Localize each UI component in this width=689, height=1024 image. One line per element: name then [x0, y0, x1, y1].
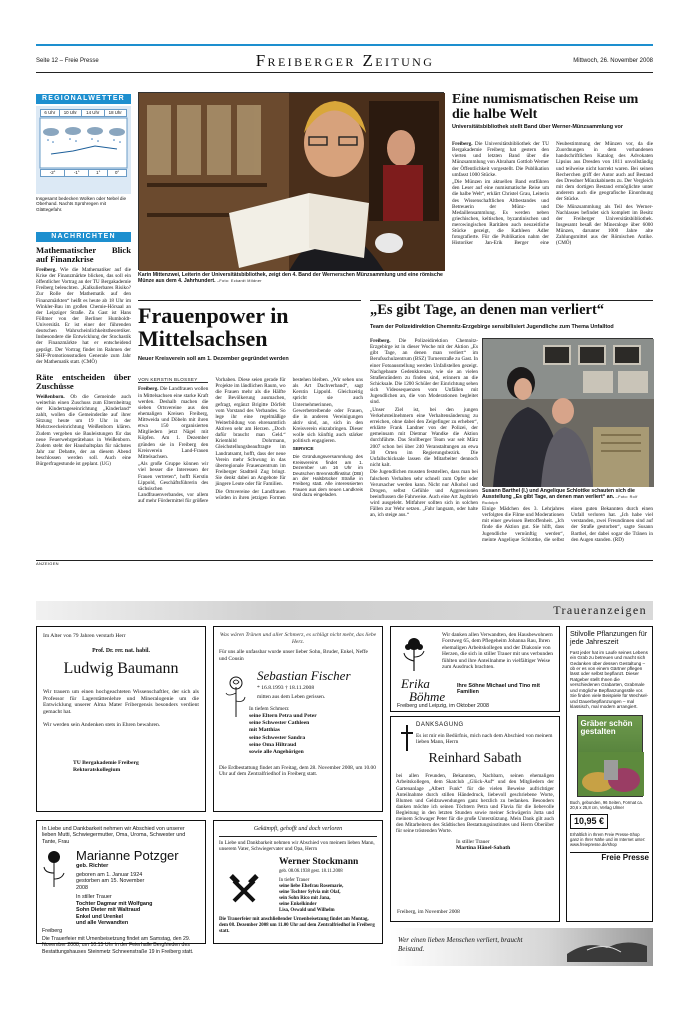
story1-title: Eine numismatischen Reise um die halbe Welt [452, 92, 639, 123]
story2-place: Freiberg. [138, 386, 159, 393]
story2-rule [138, 300, 361, 301]
story2-service-text: Die Gründungsversammlung des Kreisvereins findet am 1. Dezember um 16 Uhr im Deutschen Brennstoffinstitut (DBI) an der Halsbrücker Straße in Freiberg statt. Alle interessierten Frauen aus dem neuen Landkreis sind dazu eingeladen. [292, 454, 363, 498]
story2-paragraph: „Als große Gruppe können wir viel besser die Interessen der Frauen vertreten“, hofft Kerstin Lippold, Geschäftsführerin des sächsischen Landfrauenverbandes, vor allem auf mehr Fördermittel für größere Vorhaben. Diese seien gerade für Projekte im ländlichen Raum, wo die Frauen mehr als die Hälfte der Bevölkerung ausmachen, gefragt, ergänzt Brigitte Dörfelt vom Vorstand des Verbandes. So lege ihr eine regelmäßige Weiterbildung von ehrenamtlich Aktiven sehr am Herzen. „Doch dafür braucht man Geld.“ Kriemhild Dohrmann, Gleichstellungsbeauftragte im Landratsamt, hofft, dass der neue Verein mehr Schwung in das überregionale Frauenzentrum im Freiberger Stadtteil Zug bringt. Sie denkt dabei an Angebote für jüngere Leute oder für Familien. [138, 377, 286, 505]
potzger-place: Freiberg [42, 927, 63, 934]
story3-rule [370, 300, 653, 301]
story1-subtitle: Universitätsbibliothek stellt Band über Werner-Münzsammlung vor [452, 124, 623, 130]
stockmann-funeral: Die Trauerfeier mit anschließender Urnenbeisetzung findet am Montag, dem 08. Dezember 2008 um 11.00 Uhr auf dem Zentralfriedhof in Freiberg statt. [219, 917, 375, 935]
story2-paragraph: Die Landfrauen wollen in Mittelsachsen eine starke Kraft werden. Deshalb machen die sieben Ortsvereine aus den ehemaligen Kreisen Freiberg, Mittweida und Döbeln mit ihren etwa 150 organisierten Mitgliedern jetzt Nägel mit Köpfen. Am 1. Dezember gründen sie in Freiberg den Kreisverein Land-Frauen Mittelsachsen. [138, 386, 209, 460]
rose-icon [224, 673, 248, 717]
news-item-text: Wie die Mathematiker auf die Krise der Finanzmärkte blicken, das soll ein öffentlicher Vortrag an der TU Bergakademie Freiberg beleuchten. „Kalkulierbares Risiko? Zur Rolle der Mathematik auf den Finanzmärkten“ heißt es heute ab 18 Uhr im Winkler-Bau im großen Chemie-Hörsaal an der Leipziger Straße. Zu Gast ist Hans Föllmer von der Berliner Humboldt-Universität. Er ist einer der führenden deutschen Wahrscheinlichkeitstheoretiker. Insbesondere die Entwicklung der Stochastik der Finanzmärkte hat er entscheidend geprägt. Der Vortrag findet im Rahmen der SHF-Promotionsstudien Generale zum Jahr der Mathematik statt. (CMÖ) [36, 266, 132, 365]
story3-body-left [370, 338, 478, 530]
baumann-intro: Im Alter von 79 Jahren verstarb Herr [43, 633, 126, 639]
boehme-footer: Freiberg und Leipzig, im Oktober 2008 [397, 703, 489, 709]
news-column [36, 246, 131, 469]
story2-service-heading: SERVICE [292, 447, 314, 453]
news-heading: NACHRICHTEN [36, 232, 131, 242]
story2-byline: VON KERSTIN BLOSSEY [138, 377, 208, 383]
boehme-name: Erika Böhme [401, 676, 446, 704]
flower-icon [401, 635, 427, 671]
news-item-text: Ob die Gemeinde auch weiterhin einen Zuschuss zum Elternbeitrag der Kindertageseinrichtung „Kinderland“ zahlt, wollen die Gemeinderäte auf ihrer Sitzung heute um 19 Uhr in der Mehrzweckeinrichtung Weißenborn klären. Zudem vergeben sie Bauleistungen für das neue Feuerwehrgerätehaus in Weißenborn. Zudem steht der Haushaltsplan für nächstes Jahr zur Debatte, der an diesem Abend beschlossen werden soll. Auch eine Bürgerfragestunde ist geplant. (UG) [36, 393, 132, 468]
fischer-name: Sebastian Fischer [257, 667, 351, 683]
sabath-signer: Martina Hänel-Sabath [456, 844, 511, 851]
news-item-place: Weißenborn. [36, 393, 65, 400]
book-price: 10,95 € [570, 814, 608, 829]
stockmann-family: seine liebe Ehefrau Rosemarie, seine Tochter Sylvia mit Olaf, sein Sohn Rico mit Jana, seine Enkelkinder Lisa, Oswald und Wilhelm [279, 884, 344, 914]
photo-credit: –Foto: Rolf Rudolph [482, 495, 638, 506]
sabath-heading: DANKSAGUNG [416, 722, 464, 728]
story3-paragraph: Die Polizeidirektion Chemnitz-Erzgebirge ist in dieser Woche mit der Aktion „Es gibt Tage, an denen man verliert“ im Berufsschulzentrum (BSZ) Turnerstraße zu Gast. In einer Fotoausstellung werden Unfallstellen gezeigt. Nachgebaute Gedenkkreuze, wie sie an vielen Straßenrändern zu finden sind, erinnern an die Schicksale. Die 1200 Schüler der Einrichtung sehen sich Videosequenzen vom Unfällen mit Jugendlichen an, die von Moderationen begleitet sind. [370, 338, 479, 406]
sabath-sorrow: In stiller Trauer [456, 838, 490, 845]
exhibition-photo-image [483, 339, 654, 487]
book-cover-title: Gräber schön gestalten [580, 719, 633, 737]
story3-paragraph: Die Jugendlichen mussten feststellen, dass man bei falschem Verhalten sehr schnell zum Opfer oder Verursacher werden kann. Nicht nur Alkohol und Drogen, selbst Gefühle und Aggressionen beeinflussen die Fahrweise. Auch eine Art Jagdtrieb wird ausgelebt. Mitfahrer sollten sich in solchen Fällen zur Wehr setzen. „Fahr langsam, oder halte an, ich steige aus.“ [370, 469, 478, 519]
weather-time: 10 Uhr [59, 110, 81, 117]
book-order: Erhältlich in Ihrem Freie Presse-Shop ganz in Ihrer Nähe und im Internet unter: www.freiepresse.de/shop [570, 831, 646, 847]
weather-heading: REGIONALWETTER [36, 94, 131, 104]
weather-temp: -1° [65, 170, 89, 177]
story2-subtitle: Neuer Kreisverein soll am 1. Dezember gegründet werden [138, 356, 289, 362]
ad-quote [390, 928, 653, 966]
obituary-boehme [390, 626, 560, 712]
weather-times-table [40, 109, 127, 117]
story1-body [452, 141, 653, 293]
story3-title: „Es gibt Tage, an denen man verliert“ [370, 302, 605, 318]
news-item-title: Mathematischer Blick auf Finanzkrise [36, 245, 131, 265]
masthead-title: Freiberger Zeitung [255, 51, 435, 70]
weather-graph [40, 118, 127, 168]
stockmann-intro: In Liebe und Dankbarkeit nehmen wir Abschied von meinem lieben Mann, unserem Vater, Schwiegervater und Opa, Herrn [219, 840, 375, 853]
sabath-name: Reinhard Sabath [428, 750, 522, 766]
fischer-sorrow: In tiefem Schmerz [249, 706, 289, 713]
story2-paragraph: Die Ortsvereine der Landfrauen würden in ihren jetzigen Formen bestehen bleiben. „Wir sehen uns als Art Dachverband“, sagt Kerstin Lippold. Gleichzeitig spricht sie auch Unternehmerinnen, Gewerbetreibende oder Frauen, die in anderen Vereinigungen aktiv sind, an, sich in den Kreisverein einzubringen. Dieser wolle sich künftig auch stärker politisch engagieren. [215, 377, 363, 501]
boehme-text: Wir danken allen Verwandten, den Hausbewohnern Forstweg 65, dem Pflegeheim Johanna Rau, Ihren ehemaligen Arbeitskollegen und der Diakonie von Herzen, die sich in stiller Trauer mit uns verbunden fühlten und ihre Anteilnahme in vielfältiger Weise zum Ausdruck brachten. [442, 632, 553, 670]
library-photo-image [139, 93, 445, 271]
fischer-dates: * 16.8.1993 † 18.11.2008 [257, 685, 315, 692]
weather-time: 6 Uhr [41, 110, 60, 117]
ads-label: ANZEIGEN [36, 561, 59, 566]
baumann-text: Wir trauern um einen hochgeachteten Wissenschaftler, der sich als Professor für Lagerstättenlehre und Mineralogenie um die Entwicklung unserer Alma Mater Fribergensis besonders verdient gemacht hat. [43, 689, 199, 716]
header-accent-line [36, 44, 653, 46]
hammer-and-pick-icon [230, 877, 258, 905]
potzger-sorrow: In stiller Trauer [76, 894, 112, 901]
photo-credit: –Foto: Eckardt Mildner [217, 279, 262, 284]
header-rule [36, 72, 653, 73]
sabath-intro: Es ist mir ein Bedürfnis, mich nach dem Abschied von meinem lieben Mann, Herrn [416, 733, 553, 746]
obituary-fischer [213, 626, 383, 812]
exhibition-photo-caption: Susann Barthel (l.) und Angelique Schlottke schauten sich die Ausstellung „Es gibt Tage, an denen man verliert“ an. –Foto: Rolf Rudolph [482, 488, 638, 506]
book-title: Stilvolle Pflanzungen für jede Jahreszeit [570, 629, 648, 646]
fischer-intro: Für uns alle unfassbar wurde unser lieber Sohn, Bruder, Enkel, Neffe und Cousin [219, 649, 368, 662]
baumann-text: Wir werden sein Andenken stets in Ehren bewahren. [43, 721, 161, 728]
obituary-sabath [390, 716, 560, 922]
header-date: Mittwoch, 26. November 2008 [573, 58, 653, 64]
rose-icon [43, 849, 65, 887]
book-info: Buch, gebunden, 96 Seiten, Format ca. 20,6 x 25,8 cm, Verlag Ulmer [570, 800, 643, 811]
exhibition-photo [482, 338, 653, 486]
boehme-family: Ihre Söhne Michael und Tino mit Familien [457, 683, 540, 696]
story3-place: Freiberg. [370, 338, 391, 344]
weather-temp: 0° [108, 170, 127, 177]
news-item-title: Räte entscheiden über Zuschüsse [36, 371, 131, 392]
obituary-banner-title: Traueranzeigen [553, 603, 647, 617]
weather-time: 18 Uhr [104, 110, 127, 117]
potzger-dates: geboren am 1. Januar 1924 gestorben am 15. November 2008 [76, 872, 145, 891]
library-photo [138, 92, 444, 270]
book-text: Fast jeder hat im Laufe seines Lebens ein Grab zu betreuen und macht sich Gedanken über dessen Gestaltung – ob er es von einem Gärtner pflegen lässt oder selbst bepflanzt. Dieser Ratgeber stellt Ihnen die verschiedenen Grabarten, Grabmale und mögliche Bepflanzungsstile vor. Sie finden viele Beispiele für Wechsel- und Dauerbepflanzungen – mal klassisch, mal modern arrangiert. [570, 649, 649, 709]
freie-presse-logo: Freie Presse [570, 852, 649, 862]
fischer-family: seine Eltern Petra und Peter seine Schwester Cathleen mit Matthias seine Schwester Sandra seine Oma Hiltraud sowie alle Angehörigen [249, 712, 317, 756]
weather-temps-table [40, 169, 127, 177]
story3-subtitle: Team der Polizeidirektion Chemnitz-Erzgebirge sensibilisiert Jugendliche zum Thema Unfalltod [370, 324, 614, 330]
potzger-born-name: geb. Richter [76, 863, 109, 870]
story3-body-bottom [370, 534, 478, 554]
cross-icon [401, 725, 413, 751]
story1-place: Freiberg. [452, 141, 473, 147]
weather-time: 14 Uhr [82, 110, 104, 117]
obituary-stockmann [213, 820, 383, 944]
holding-hands-icon [567, 932, 647, 962]
story1-paragraph: „Die Münzen im aktuellen Band entführen den Leser auf eine numismatische Reise um die halbe Welt“, erklärt Christel Grau, Leiterin des Wissenschaftlichen Altbestandes und Betreuerin der Münz- und Medaillensammlung. Es werden neben griechischen, keltischen, byzantinischen und merowingischen Raritäten auch neuzeitliche Stücke gezeigt, die Kathleen Adler fotografierte. Für die Publikation nahm der Historiker Jan-Erik Berger eine Neubestimmung der Münzen vor, da die Zuordnungen in dem vorhandenen handschriftlichen Katalog des Advokaten Lipsius aus Dresden von 1811 unvollständig und teilweise nicht korrekt waren. Bei seinen Recherchen griff der Autor auch auf Bestand des Dresdner Münzkabinetts zu. Der Vergleich mit dem dortigen Bestand ermöglichte unter anderem auch die geografische Einordnung der Stücke. [452, 141, 653, 247]
story2-title: Frauenpower in Mittelsachsen [138, 303, 289, 352]
potzger-name: Marianne Potzger [76, 848, 179, 864]
news-item-place: Freiberg. [36, 266, 57, 273]
potzger-funeral: Die Trauerfeier mit Urnenbeisetzung findet am Samstag, den 29. November 2008, um 10.15 Uhr in der Feierhalle Bergfrieden des Bestattungshauses Steinmetz Schneenstraße 19 in Freiberg statt. [42, 936, 194, 955]
stockmann-sorrow: In tiefer Trauer [279, 878, 310, 884]
book-cover-image [578, 752, 644, 796]
stockmann-motto: Gekämpft, gehofft und doch verloren [253, 826, 343, 832]
weather-widget [36, 106, 131, 194]
story1-paragraph: Die Universitätsbibliothek der TU Bergakademie Freiberg hat gestern den vierten und letzten Band über die Münzsammlung von Abraham Gottlob Werner der Öffentlichkeit vorgestellt. Die Publikation umfasst 1000 Stücke. [452, 141, 549, 178]
baumann-signer: Rektoratskollegium [73, 766, 121, 773]
library-photo-caption: Karin Mittenzwei, Leiterin der Universitätsbibliothek, zeigt den 4. Band der Wernerschen Münzsammlung und eine römische Münze aus dem 4. Jahrhundert. –Foto: Eckardt Mildner [138, 272, 443, 285]
ad-book [566, 626, 653, 922]
fischer-motto: Was wären Tränen und aller Schmerz, es schlägt nicht mehr, das liebe Herz. [219, 632, 377, 645]
baumann-title: Prof. Dr. rer. nat. habil. [92, 647, 150, 654]
potzger-intro: In Liebe und Dankbarkeit nehmen wir Abschied von unserer lieben Mutti, Schwiegermutter, Oma, Uroma, Schwester und Tante, Frau [42, 826, 186, 845]
potzger-family: Tochter Dagmar mit Wolfgang Sohn Dieter mit Waltraud Enkel und Urenkel und alle Verwandten [76, 900, 153, 927]
page-number: Seite 12 – Freie Presse [36, 58, 99, 64]
weather-temp: -2° [41, 170, 65, 177]
book-cover [577, 715, 643, 797]
baumann-name: Ludwig Baumann [63, 660, 179, 678]
sabath-footer: Freiberg, im November 2008 [397, 908, 460, 915]
ads-rule [36, 560, 653, 561]
weather-text: Insgesamt bedecken Wolken oder Nebel die Oberhand. Nachts Sprühregen mit Glättegefahr. [36, 196, 127, 212]
sabath-text: bei allen Freunden, Bekannten, Nachbarn, seinen ehemaligen Arbeitskollegen, dem Skatclub „Glück-Auf“ und den Mitgliedern der Gartenanlage „Albert Funk“ für die vielen Beweise aufrichtiger Anteilnahme durch stillen Händedruck, liebevoll geschriebene Worte, Blumen und Geldzuwendungen ganz herzlich zu bedanken. Besonders danken möchte ich seinen Töchtern Petra und Flavia für die liebevolle Begleitung in den letzten Stunden sowie meiner Schwägerin Jutta und meinem Schwager Peter für die große Unterstützung. Mein Dank gilt auch den Mitarbeitern des Städtischen Bestattungsinstitutes und Herrn Oberüber für seine tröstenden Worte. [396, 773, 554, 835]
story3-paragraph: Einige Mädchen des 3. Lehrjahres verfolgten die Filme und Moderationen mit einer gewissen Betroffenheit. „Ich finde die Aktion gut. Sie hilft, dass Jugendliche vernünftig werden“, meinte Angelique Schlottke, die selbst einen guten Bekannten durch einen Unfall verloren hat. „Ich habe viel verstanden, zwei Freundinnen sind auf der Straße gestorben“, sagte Susann Barthel, der dabei sogar die Tränen in den Augen standen. (RD) [482, 506, 653, 543]
story3-paragraph: „Unser Ziel ist, bei den jungen Verkehrsteilnehmern eine Verhaltensänderung zu erreichen, ohne dabei den Zeigefinger zu erheben“, erklärte Frank Landner von der Polizei, der gemeinsam mit Dietmar Wandke die Aktion durchführte. Das Stollberger Team war seit März 2007 schon bei über 240 Veranstaltungen an etwa 30 Orten im Regierungsbezirk. Die Unfallschicksale lassen die Mitarbeiter dennoch nicht kalt. [370, 406, 478, 468]
baumann-signer: TU Bergakademie Freiberg [73, 760, 139, 767]
weather-temp: 1° [89, 170, 108, 177]
fischer-funeral: Die Erdbestattung findet am Freitag, dem 28. November 2008, um 10.00 Uhr auf dem Zentralfriedhof in Freiberg statt. [219, 764, 376, 778]
story3-body-right [482, 506, 653, 556]
fischer-note: mitten aus dem Leben gerissen. [257, 693, 326, 700]
obituary-potzger [36, 820, 206, 955]
story2-body [138, 377, 363, 553]
story1-paragraph: Die Münzsammlung als Teil des Werner-Nachlasses befindet sich komplett im Besitz der Freiberger Universitätsbibliothek. Insgesamt besaß der Mineraloge über 6000 Münzen, darunter 1000 Jahre alte Zahlungsmittel aus der Römischen Antike. (CMÖ) [556, 203, 653, 247]
stockmann-name: Werner Stockmann [279, 857, 359, 868]
quote-text: Wer einen lieben Menschen verliert, braucht Beistand. [398, 936, 523, 954]
obituary-banner [36, 601, 653, 620]
stockmann-dates: geb. 08.06.1938 gest. 18.11.2008 [279, 868, 343, 874]
obituary-baumann [36, 626, 206, 812]
